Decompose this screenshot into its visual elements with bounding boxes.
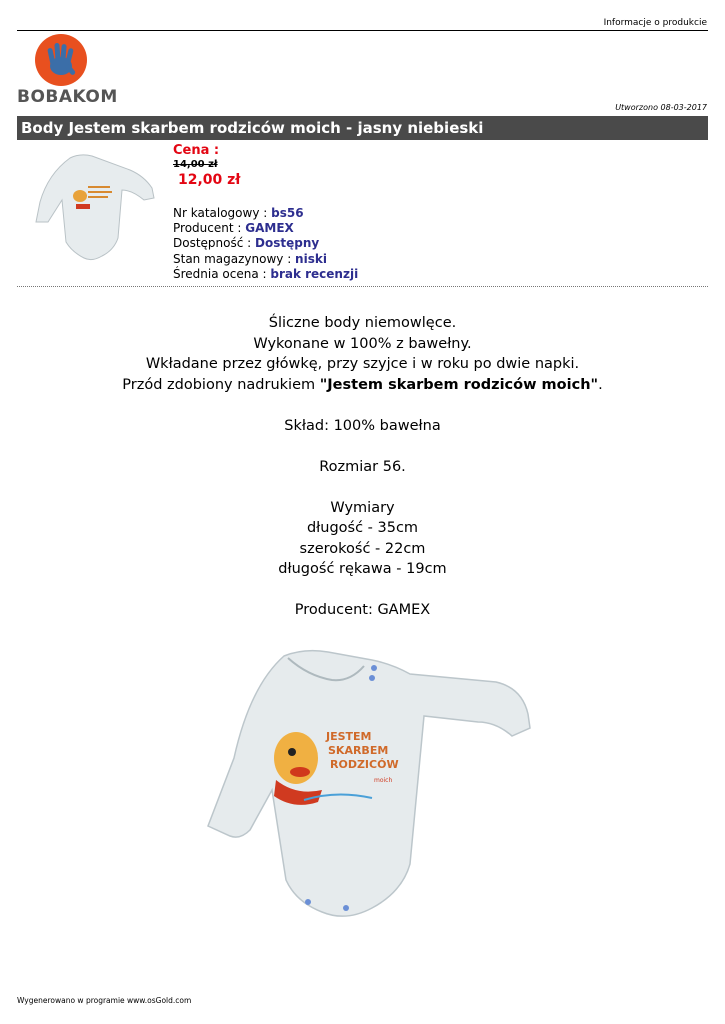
- price-block: [173, 143, 241, 188]
- desc-line: Wkładane przez główkę, przy szyjce i w roku po dwie napki.: [145, 356, 580, 372]
- dim-width: szerokość - 22cm: [299, 540, 426, 557]
- dims-title: Wymiary: [330, 499, 395, 516]
- meta-catalog-value: bs56: [271, 206, 304, 220]
- top-divider: [17, 30, 708, 31]
- header-info: Informacje o produkcie: [603, 18, 707, 28]
- print-line: JESTEM: [326, 730, 372, 743]
- bobakom-logo[interactable]: [17, 34, 118, 110]
- print-line: moich: [374, 777, 393, 784]
- dotted-divider: [17, 286, 708, 287]
- footer-text: Wygenerowano w programie www.osGold.com: [17, 996, 192, 1005]
- created-date: Utworzono 08-03-2017: [615, 103, 707, 112]
- logo-text: BOBAKOM: [17, 87, 118, 107]
- meta-producer: Producent : GAMEX: [173, 221, 294, 236]
- dim-length: długość - 35cm: [306, 520, 419, 536]
- desc-line: Śliczne body niemowlęce.: [268, 315, 457, 331]
- hand-icon: [35, 34, 87, 86]
- producer: Producent: GAMEX: [294, 602, 431, 618]
- meta-catalog: Nr katalogowy : bs56: [173, 206, 304, 220]
- meta-rating-value[interactable]: brak recenzji: [270, 266, 359, 281]
- product-thumbnail[interactable]: [22, 150, 162, 266]
- product-meta: [173, 206, 358, 282]
- meta-availability-value: Dostępny: [255, 236, 320, 251]
- meta-availability: Dostępność : Dostępny: [173, 236, 320, 251]
- desc-line: Wykonane w 100% z bawełny.: [253, 335, 472, 352]
- print-line: RODZICÓW: [330, 758, 399, 771]
- new-price: 12,00 zł: [178, 172, 241, 188]
- meta-producer-value[interactable]: GAMEX: [245, 221, 294, 236]
- print-line: SKARBEM: [328, 744, 389, 757]
- price-label: Cena :: [173, 143, 220, 158]
- dim-sleeve: długość rękawa - 19cm: [278, 561, 447, 577]
- desc-line: Przód zdobiony nadrukiem "Jestem skarbem rodziców moich".: [122, 376, 603, 393]
- meta-stock: Stan magazynowy : niski: [173, 251, 327, 266]
- composition: Skład: 100% bawełna: [284, 417, 441, 434]
- product-description: [0, 313, 725, 621]
- product-image: [196, 640, 536, 930]
- product-title: Body Jestem skarbem rodziców moich - jasny niebieski: [17, 116, 708, 140]
- meta-rating: Średnia ocena : brak recenzji: [173, 266, 359, 281]
- meta-stock-value: niski: [295, 251, 327, 266]
- old-price: 14,00 zł: [173, 159, 218, 170]
- size: Rozmiar 56.: [319, 458, 406, 475]
- logo-circle: [35, 34, 87, 86]
- print-name: "Jestem skarbem rodziców moich": [319, 376, 599, 393]
